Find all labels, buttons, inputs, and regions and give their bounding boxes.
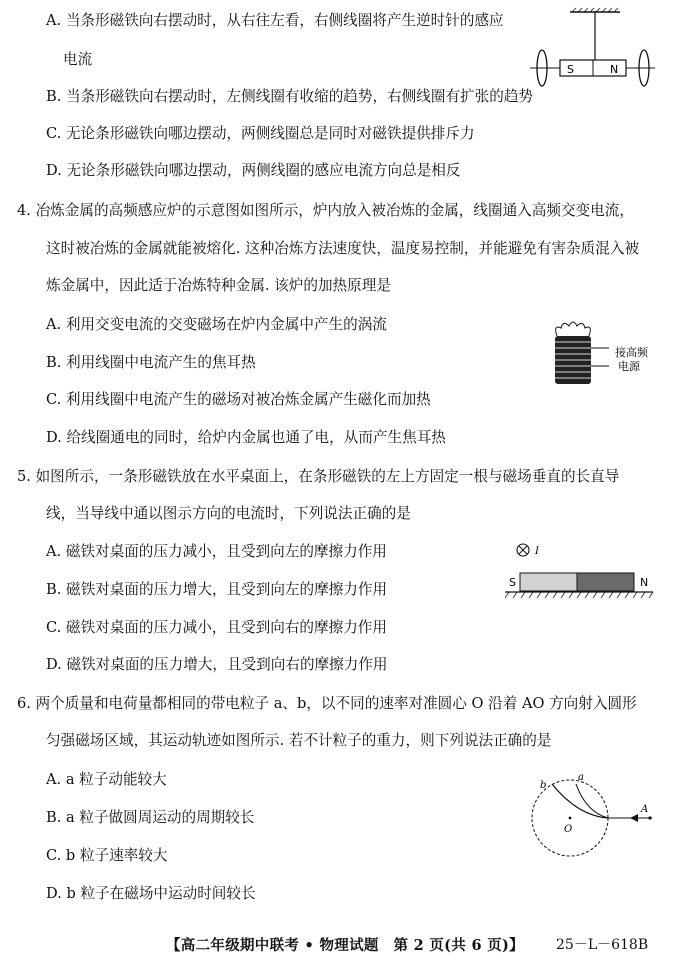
q3-option-c: C. 无论条形磁铁向哪边摆动，两侧线圈总是同时对磁铁提供排斥力 xyxy=(46,125,475,142)
q4-stem-line2: 这时被冶炼的金属就能被熔化. 这种冶炼方法速度快，温度易控制，并能避免有害杂质混入被 xyxy=(46,240,640,257)
q4-option-d: D. 给线圈通电的同时，给炉内金属也通了电，从而产生焦耳热 xyxy=(46,429,446,446)
q6-trajectory-a-label: a xyxy=(578,772,584,783)
q3-option-a-line2: 电流 xyxy=(63,51,93,68)
q6-option-b: B. a 粒子做圆周运动的周期较长 xyxy=(46,809,255,826)
q5-n-label: N xyxy=(640,576,649,589)
q6-stem-line1: 6. 两个质量和电荷量都相同的带电粒子 a、b，以不同的速率对准圆心 O 沿着 AO 方向射入圆形 xyxy=(17,695,637,712)
q5-stem-line1: 5. 如图所示，一条形磁铁放在水平桌面上，在条形磁铁的左上方固定一根与磁场垂直的长直导 xyxy=(17,468,620,485)
q4-power-label-line1: 接高频 xyxy=(615,346,648,359)
q4-furnace-figure xyxy=(545,318,665,390)
q3-magnet-n-label: N xyxy=(610,63,619,76)
q5-option-a: A. 磁铁对桌面的压力减小，且受到向左的摩擦力作用 xyxy=(46,543,387,560)
q5-stem-line2: 线，当导线中通以图示方向的电流时，下列说法正确的是 xyxy=(46,505,411,522)
q3-option-a-line1: A. 当条形磁铁向右摆动时，从右往左看，右侧线圈将产生逆时针的感应 xyxy=(46,12,504,29)
q3-magnet-s-label: S xyxy=(567,63,574,76)
q6-option-c: C. b 粒子速率较大 xyxy=(46,847,168,864)
q5-magnet-wire-figure xyxy=(505,540,655,602)
q4-power-label-line2: 电源 xyxy=(618,360,640,373)
q4-stem-line3: 炼金属中，因此适于冶炼特种金属. 该炉的加热原理是 xyxy=(46,277,391,294)
q6-circular-field-figure xyxy=(528,770,658,865)
q4-stem-line1: 4. 冶炼金属的高频感应炉的示意图如图所示，炉内放入被冶炼的金属，线圈通入高频交变电流， xyxy=(17,202,634,219)
q4-option-c: C. 利用线圈中电流产生的磁场对被冶炼金属产生磁化而加热 xyxy=(46,391,431,408)
q3-magnet-coils-figure xyxy=(530,8,655,88)
q5-current-label: I xyxy=(535,546,539,557)
q3-option-b: B. 当条形磁铁向右摆动时，左侧线圈有收缩的趋势，右侧线圈有扩张的趋势 xyxy=(46,88,534,105)
q5-option-c: C. 磁铁对桌面的压力减小，且受到向右的摩擦力作用 xyxy=(46,619,387,636)
q5-option-d: D. 磁铁对桌面的压力增大，且受到向右的摩擦力作用 xyxy=(46,656,388,673)
q4-option-a: A. 利用交变电流的交变磁场在炉内金属中产生的涡流 xyxy=(46,316,387,333)
q6-center-label: O xyxy=(564,824,573,835)
page-footer: 【高二年级期中联考 • 物理试题 第 2 页(共 6 页)】 xyxy=(166,937,524,954)
exam-code: 25－L－618B xyxy=(556,937,649,953)
q5-s-label: S xyxy=(509,576,516,589)
q6-trajectory-b-label: b xyxy=(540,780,547,791)
q6-stem-line2: 匀强磁场区域，其运动轨迹如图所示. 若不计粒子的重力，则下列说法正确的是 xyxy=(46,732,552,749)
q6-point-a-label: A xyxy=(641,804,649,815)
q6-option-d: D. b 粒子在磁场中运动时间较长 xyxy=(46,885,256,902)
q3-option-d: D. 无论条形磁铁向哪边摆动，两侧线圈的感应电流方向总是相反 xyxy=(46,162,461,179)
q6-option-a: A. a 粒子动能较大 xyxy=(46,771,167,788)
q4-option-b: B. 利用线圈中电流产生的焦耳热 xyxy=(46,354,256,371)
q5-option-b: B. 磁铁对桌面的压力增大，且受到向左的摩擦力作用 xyxy=(46,581,388,598)
